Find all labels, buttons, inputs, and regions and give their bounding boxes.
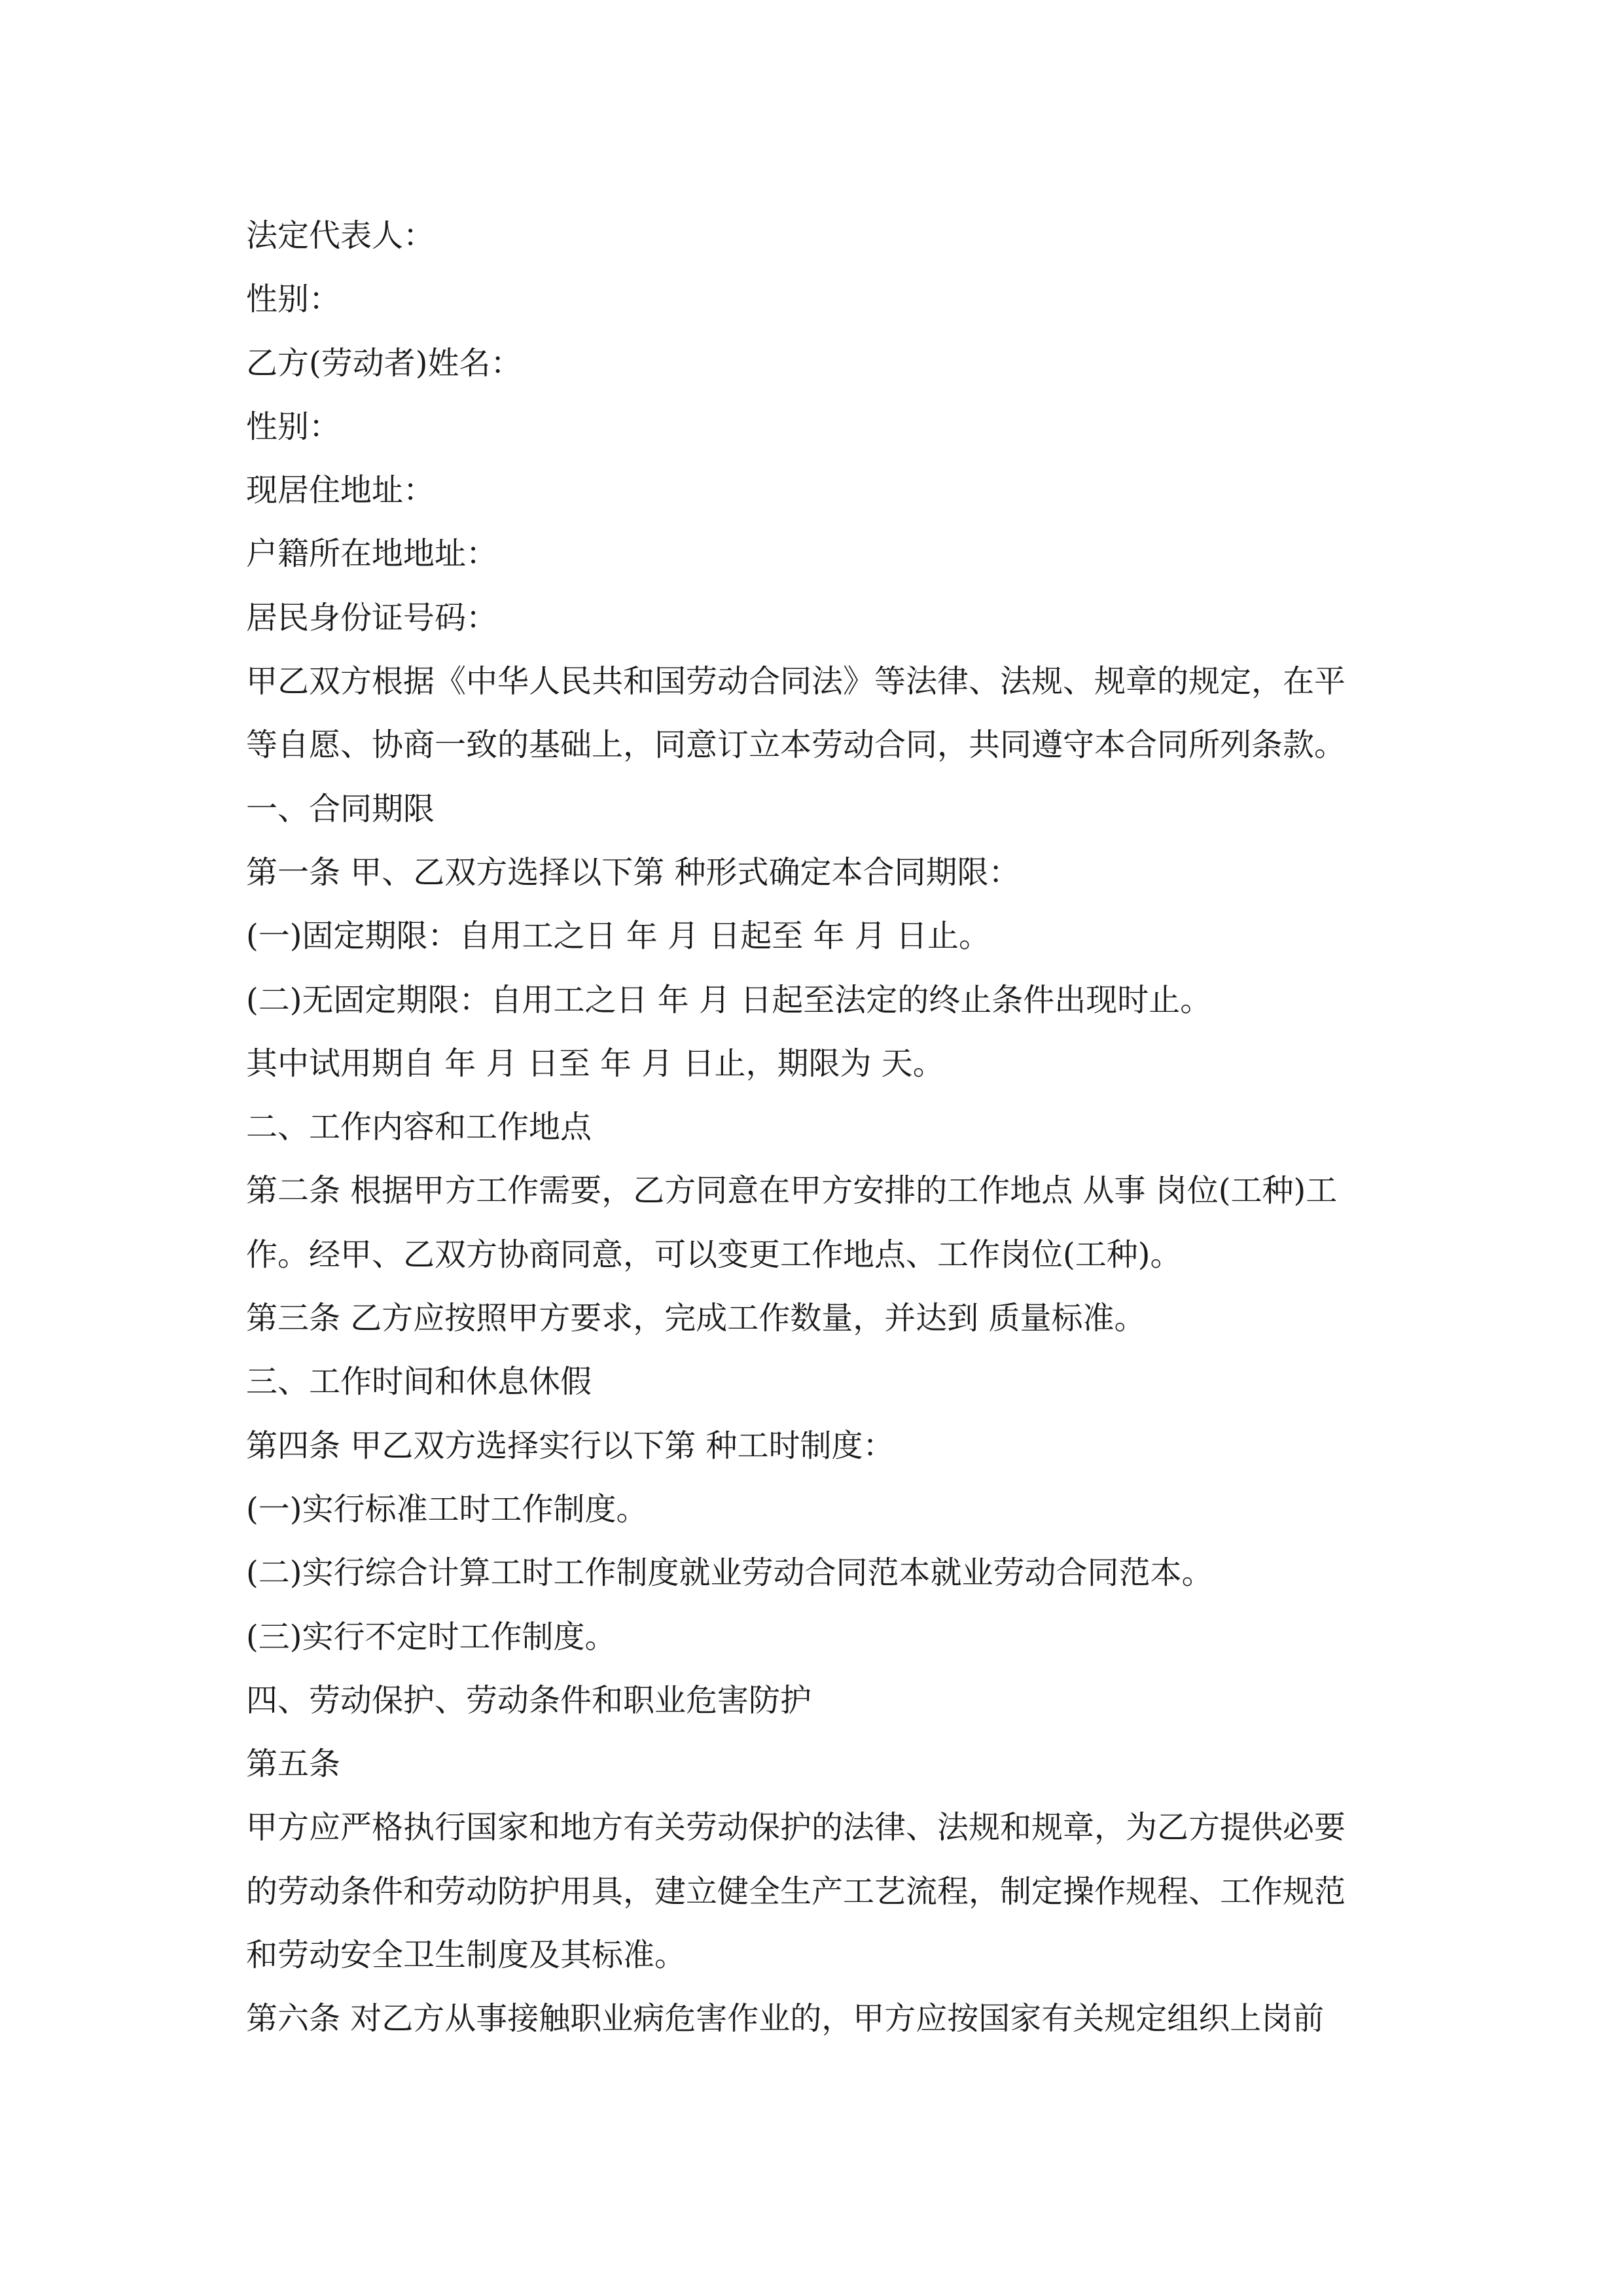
field-current-address: 现居住地址： (246, 472, 435, 509)
article-line: 第四条 甲乙双方选择实行以下第 种工时制度： (246, 1427, 895, 1464)
article-line: (三)实行不定时工作制度。 (246, 1618, 616, 1655)
article-line: 其中试用期自 年 月 日至 年 月 日止，期限为 天。 (246, 1045, 944, 1082)
article-line: 甲方应严格执行国家和地方有关劳动保护的法律、法规和规章，为乙方提供必要 (246, 1809, 1346, 1846)
field-legal-representative: 法定代表人： (246, 217, 435, 254)
article-line: 作。经甲、乙双方协商同意，可以变更工作地点、工作岗位(工种)。 (246, 1236, 1182, 1273)
preamble-line: 甲乙双方根据《中华人民共和国劳动合同法》等法律、法规、规章的规定，在平 (246, 663, 1346, 700)
article-line: 第三条 乙方应按照甲方要求，完成工作数量，并达到 质量标准。 (246, 1300, 1146, 1337)
article-line: (一)固定期限：自用工之日 年 月 日起至 年 月 日止。 (246, 918, 991, 955)
field-id-number: 居民身份证号码： (246, 599, 498, 636)
section-heading: 三、工作时间和休息休假 (246, 1363, 592, 1401)
article-line: (二)无固定期限：自用工之日 年 月 日起至法定的终止条件出现时止。 (246, 981, 1212, 1018)
article-line: 第一条 甲、乙双方选择以下第 种形式确定本合同期限： (246, 853, 1020, 891)
field-household-address: 户籍所在地地址： (246, 535, 498, 573)
section-heading: 四、劳动保护、劳动条件和职业危害防护 (246, 1681, 812, 1719)
article-title: 第五条 (246, 1746, 341, 1783)
section-heading: 一、合同期限 (246, 790, 435, 827)
article-line: 的劳动条件和劳动防护用具，建立健全生产工艺流程，制定操作规程、工作规范 (246, 1873, 1346, 1910)
article-line: 第二条 根据甲方工作需要，乙方同意在甲方安排的工作地点 从事 岗位(工种)工 (246, 1172, 1338, 1210)
article-line: (二)实行综合计算工时工作制度就业劳动合同范本就业劳动合同范本。 (246, 1554, 1213, 1592)
field-gender-party-a: 性别： (246, 281, 341, 318)
field-party-b-name: 乙方(劳动者)姓名： (246, 344, 522, 382)
preamble-line: 等自愿、协商一致的基础上，同意订立本劳动合同，共同遵守本合同所列条款。 (246, 726, 1346, 764)
article-line: (一)实行标准工时工作制度。 (246, 1490, 648, 1528)
article-line: 和劳动安全卫生制度及其标准。 (246, 1937, 687, 1974)
document-body (246, 204, 1398, 2051)
article-line: 第六条 对乙方从事接触职业病危害作业的，甲方应按国家有关规定组织上岗前 (246, 2000, 1325, 2037)
field-gender-party-b: 性别： (246, 408, 341, 445)
section-heading: 二、工作内容和工作地点 (246, 1109, 592, 1146)
